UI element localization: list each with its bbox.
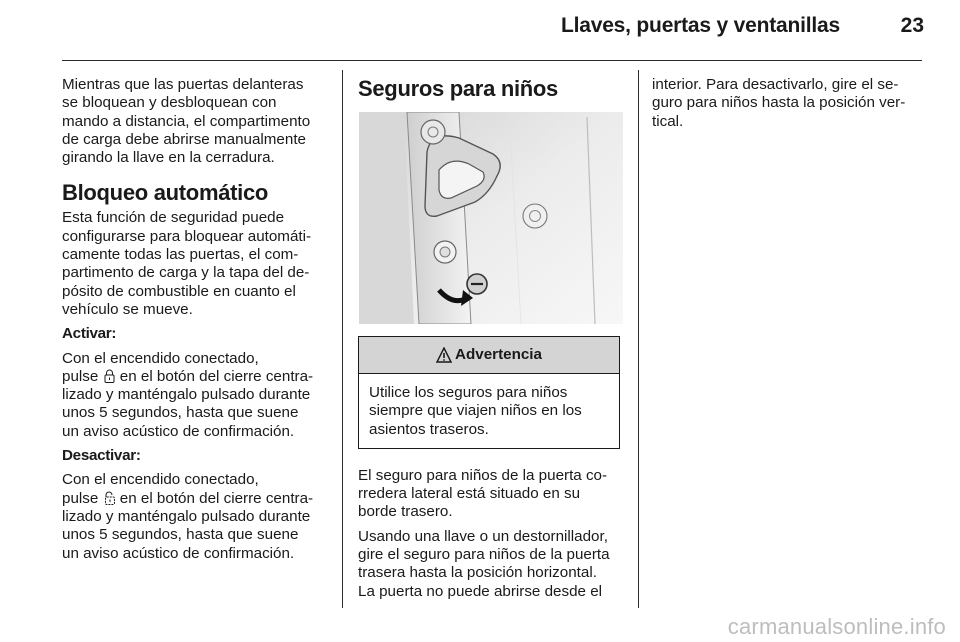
auto-lock-description [62, 209, 334, 319]
text-line: vehículo se mueve. [62, 300, 193, 318]
warning-body [359, 374, 619, 448]
column-right [652, 76, 924, 131]
text-line: unos 5 segundos, hasta que suene [62, 526, 299, 544]
section-heading-child-locks: Seguros para niños [358, 76, 558, 101]
child-lock-location-paragraph [358, 467, 624, 522]
warning-box [358, 336, 620, 449]
text-line: gire el seguro para niños de la puerta [358, 546, 610, 564]
text-line: girando la llave en la cerradura. [62, 149, 275, 167]
text-line: mando a distancia, el compartimento [62, 112, 311, 130]
column-rule-left [342, 70, 343, 608]
text-line: tical. [652, 112, 684, 130]
text-line: camente todas las puertas, el com- [62, 246, 299, 264]
text-line: de carga debe abrirse manualmente [62, 130, 306, 148]
child-lock-usage-paragraph [358, 528, 624, 601]
warning-header [359, 337, 619, 374]
text-line: Esta función de seguridad puede [62, 209, 285, 227]
text-line: Con el encendido conectado, [62, 471, 259, 489]
text-line: se bloquean y desbloquean con [62, 94, 277, 112]
text-line: configurarse para bloquear automáti- [62, 227, 312, 245]
running-header-title: Llaves, puertas y ventanillas [560, 14, 840, 37]
activate-label: Activar: [62, 325, 117, 343]
section-heading-auto-lock: Bloqueo automático [62, 180, 269, 206]
lock-icon [104, 369, 115, 383]
header-rule [62, 60, 922, 61]
text-line: asientos traseros. [369, 420, 489, 438]
text-line: Usando una llave o un destornillador, [358, 527, 608, 545]
text-line: La puerta no puede abrirse desde el [358, 582, 603, 600]
column-middle [358, 76, 624, 601]
text-line: en el botón del cierre centra- [119, 367, 314, 385]
warning-triangle-icon [436, 347, 452, 363]
text-line: borde trasero. [358, 503, 453, 521]
text-line: Utilice los seguros para niños [369, 384, 568, 401]
text-line: Mientras que las puertas delanteras [62, 76, 304, 93]
text-line: siempre que viajen niños en los [369, 402, 582, 420]
text-line: interior. Para desactivarlo, gire el se- [652, 76, 899, 93]
text-line: en el botón del cierre centra- [119, 489, 314, 507]
text-line: Con el encendido conectado, [62, 349, 259, 367]
text-line: trasera hasta la posición horizontal. [358, 564, 597, 582]
text-line: unos 5 segundos, hasta que suene [62, 404, 299, 422]
text-line: lizado y manténgalo pulsado durante [62, 507, 311, 525]
text-line: partimento de carga y la tapa del de- [62, 264, 310, 282]
text-line: El seguro para niños de la puerta co- [358, 466, 608, 484]
text-line: pósito de combustible en cuanto el [62, 282, 296, 300]
text-line: pulse [62, 489, 99, 507]
watermark: carmanualsonline.info [727, 614, 946, 639]
text-line: un aviso acústico de confirmación. [62, 544, 295, 562]
deactivate-label: Desactivar: [62, 447, 141, 465]
text-line: guro para niños hasta la posición ver- [652, 94, 906, 112]
column-left [62, 76, 334, 563]
activate-instructions [62, 350, 334, 441]
door-child-lock-illustration [359, 112, 623, 324]
warning-title: Advertencia [455, 345, 542, 363]
text-line: rredera lateral está situado en su [358, 485, 581, 503]
intro-paragraph [62, 76, 334, 167]
continued-paragraph [652, 76, 924, 131]
column-rule-right [638, 70, 639, 608]
text-line: un aviso acústico de confirmación. [62, 422, 295, 440]
page-number: 23 [900, 14, 924, 37]
text-line: lizado y manténgalo pulsado durante [62, 386, 311, 404]
unlock-icon [104, 491, 115, 505]
deactivate-instructions [62, 471, 334, 562]
text-line: pulse [62, 367, 99, 385]
